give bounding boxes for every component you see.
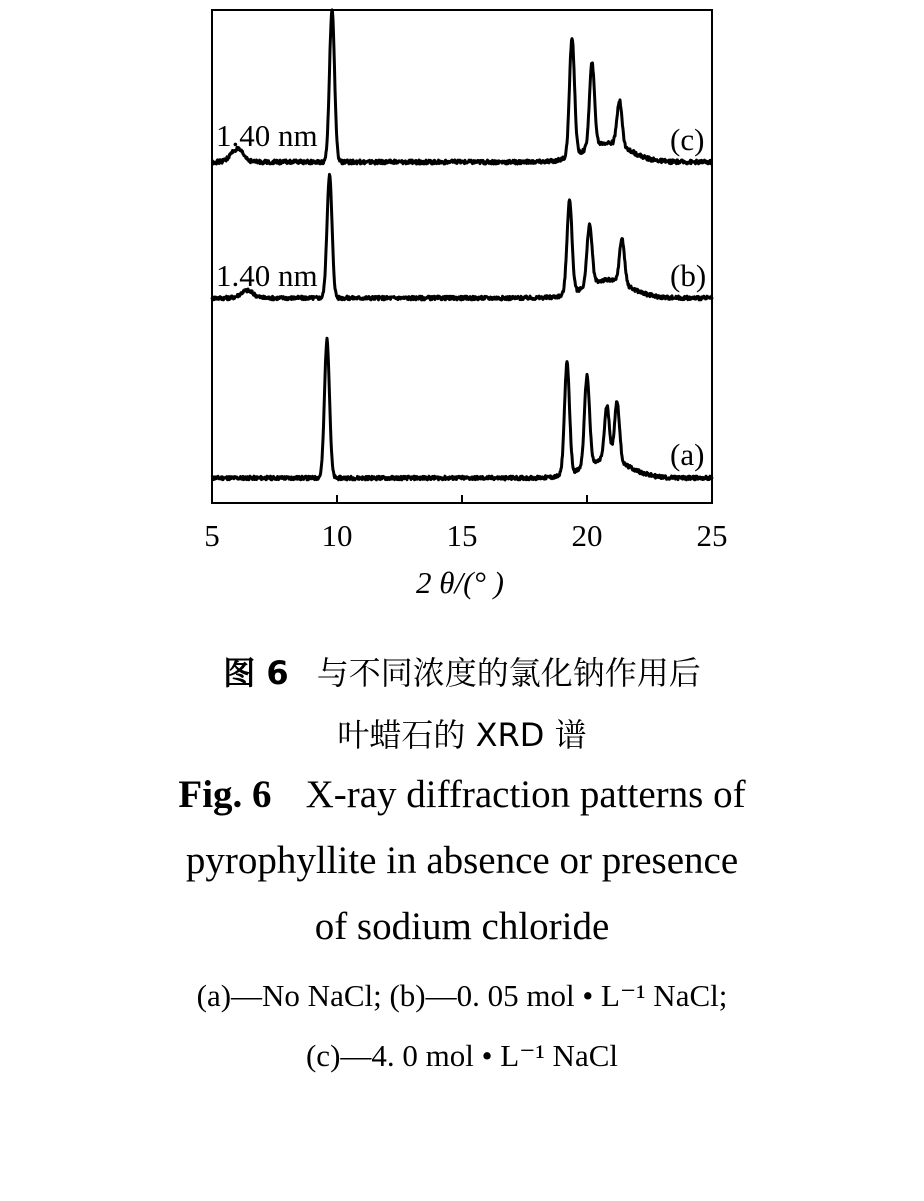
caption-en-line3: of sodium chloride [314, 905, 610, 948]
caption-cn-line1 [0, 648, 924, 694]
caption-en-label: Fig. 6 [178, 773, 272, 816]
x-tick-label: 10 [321, 518, 353, 553]
caption-cn-line2: 叶蜡石的 XRD 谱 [337, 716, 587, 754]
caption-en-line1 [0, 772, 924, 817]
x-tick-label: 5 [204, 518, 220, 553]
caption-en-text1: X-ray diffraction patterns of [305, 773, 746, 816]
annotation-b: 1.40 nm [216, 258, 318, 293]
x-tick-label: 25 [696, 518, 728, 553]
plot-frame [212, 10, 712, 503]
series-label-a: (a) [670, 437, 705, 472]
series-label-c: (c) [670, 122, 705, 157]
series-line-a [212, 338, 712, 480]
x-tick-label: 15 [446, 518, 478, 553]
caption-note-line1: (a)—No NaCl; (b)—0. 05 mol • L⁻¹ NaCl; [196, 978, 728, 1013]
caption-cn-text1: 与不同浓度的氯化钠作用后 [316, 654, 701, 692]
annotation-c: 1.40 nm [216, 118, 318, 153]
caption-en-line2: pyrophyllite in absence or presence [185, 839, 739, 882]
caption-note-line2: (c)—4. 0 mol • L⁻¹ NaCl [305, 1038, 618, 1073]
series-label-b: (b) [670, 258, 707, 293]
x-tick-label: 20 [571, 518, 603, 553]
x-axis-label: 2 θ/(° ) [416, 565, 504, 600]
caption-cn-label: 图 6 [223, 654, 289, 692]
